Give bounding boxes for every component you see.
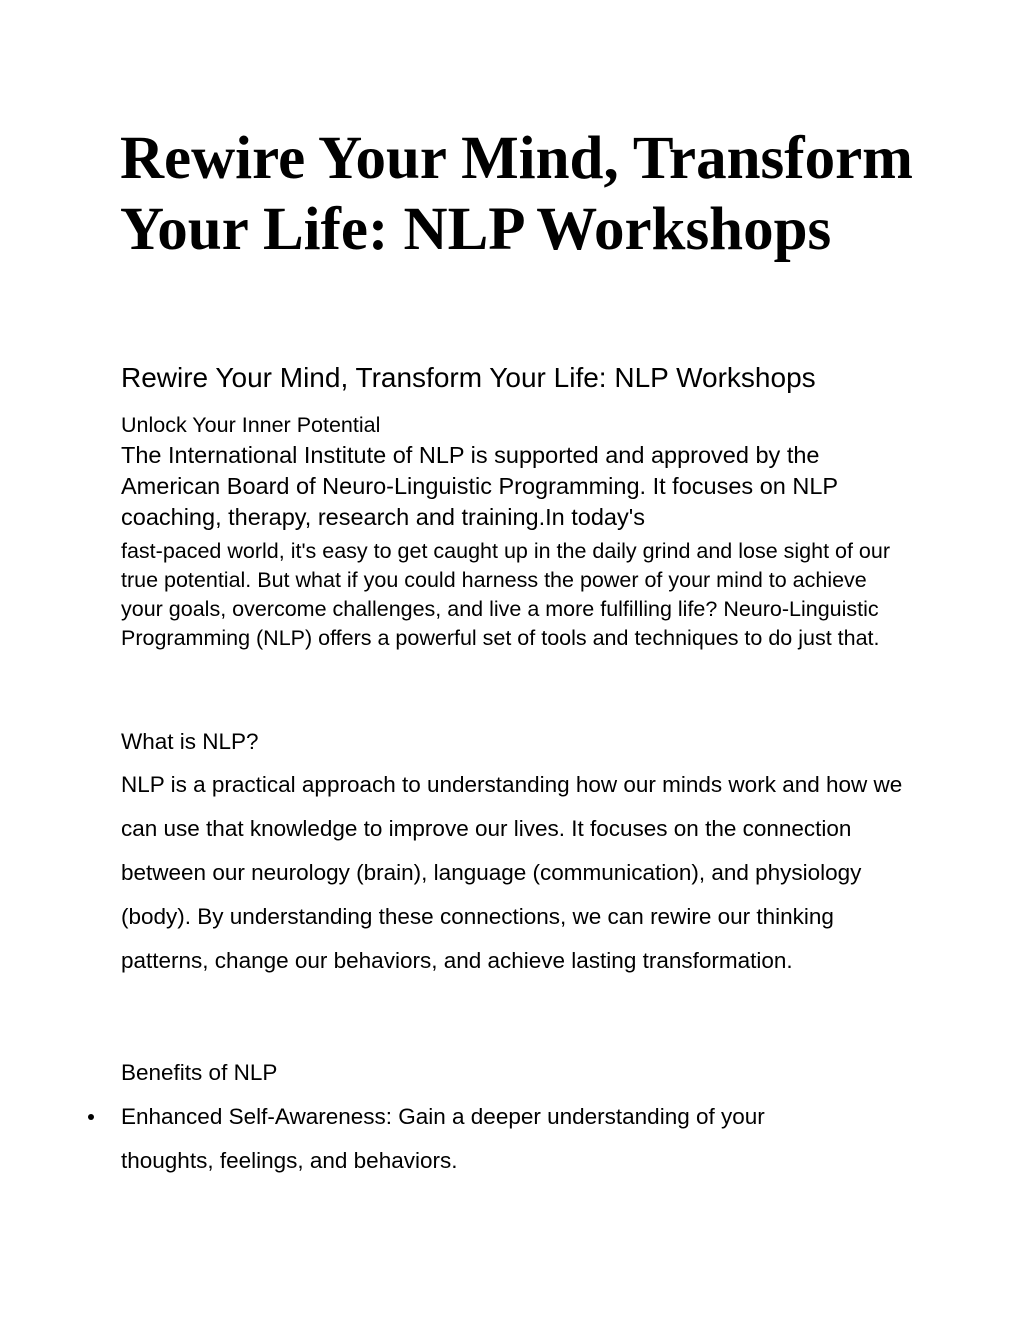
- intro-paragraph: [121, 440, 911, 533]
- page-subtitle: Rewire Your Mind, Transform Your Life: NLP Workshops: [121, 362, 816, 393]
- what-is-nlp-heading: What is NLP?: [121, 729, 259, 754]
- what-is-nlp-paragraph: NLP is a practical approach to understanding how our minds work and how we can use that knowledge to improve our lives. It focuses on the connection between our neurology (brain), language (communication), and physiology (body). By understanding these connections, we can rewire our thinking patterns, change our behaviors, and achieve lasting transformation.: [121, 772, 903, 973]
- page-title: Rewire Your Mind, Transform Your Life: NLP Workshops: [120, 125, 913, 263]
- benefits-heading: Benefits of NLP: [121, 1060, 278, 1085]
- list-item: [0, 1095, 841, 1183]
- benefit-text: Enhanced Self-Awareness: Gain a deeper understanding of your thoughts, feelings, and behaviors.: [121, 1104, 765, 1173]
- intro-tail-text: fast-paced world, it's easy to get caught up in the daily grind and lose sight of our true potential. But what if you could harness the power of your mind to achieve your goals, overcome challenges, and live a more fulfilling life? Neuro-Linguistic Programming (NLP) offers a powerful set of tools and techniques to do just that.: [121, 539, 891, 650]
- intro-paragraph-continued: [121, 537, 911, 653]
- benefits-list: [0, 1095, 1024, 1183]
- bullet-icon: [88, 1114, 94, 1120]
- intro-heading: Unlock Your Inner Potential: [121, 413, 381, 437]
- intro-body-text: The International Institute of NLP is supported and approved by the American Board of Neuro-Linguistic Programming. It focuses on NLP coaching, therapy, research and training.In today's: [121, 442, 838, 530]
